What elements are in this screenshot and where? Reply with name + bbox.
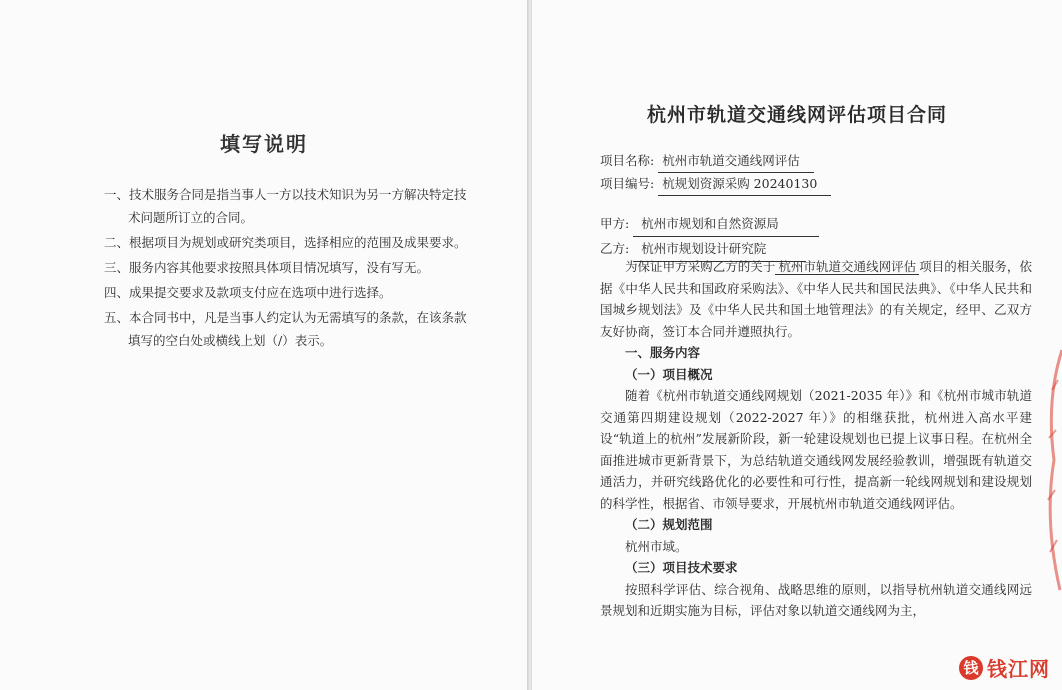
party-a-row <box>600 212 819 237</box>
party-a-value: 杭州市规划和自然资源局 <box>633 212 819 237</box>
instructions-list <box>104 183 476 354</box>
intro-paragraph <box>600 256 1032 342</box>
project-meta <box>600 150 831 196</box>
intro-post: 项目的相关服务，依据《中华人民共和国政府采购法》、《中华人民共和国民法典》、《中华人民共和国城乡规划法》及《中华人民共和国土地管理法》的有关规定，经甲、乙双方友好协商，签订本合同并遵照执行。 <box>600 259 1032 339</box>
instruction-item: 五、本合同书中，凡是当事人约定认为无需填写的条款，在该条款填写的空白处或横线上划（/）表示。 <box>104 310 467 348</box>
contract-parties <box>600 212 819 262</box>
overview-paragraph: 随着《杭州市轨道交通线网规划（2021-2035 年）》和《杭州市城市轨道交通第四期建设规划（2022-2027 年）》的相继获批，杭州进入高水平建设“轨道上的杭州”发展新阶段，新一轮建设规划也已提上议事日程。在杭州全面推进城市更新背景下，为总结轨道交通线网发展经验教训，增强既有轨道交通活力，并研究线路优化的必要性和可行性，提高新一轮线网规划和建设规划的科学性，根据省、市领导要求，开展杭州市轨道交通线网评估。 <box>600 388 1032 511</box>
party-b-label: 乙方: <box>600 241 630 256</box>
subsection-heading: （二）规划范围 <box>625 517 713 532</box>
scope-paragraph: 杭州市域。 <box>625 538 688 554</box>
project-name-value: 杭州市轨道交通线网评估 <box>658 150 814 173</box>
left-page <box>0 0 528 690</box>
project-number-row <box>600 173 831 196</box>
watermark <box>959 653 1050 682</box>
tech-paragraph: 按照科学评估、综合视角、战略思维的原则，以指导杭州轨道交通线网远景规划和近期实施为目标，评估对象以轨道交通线网为主， <box>600 581 1032 618</box>
project-name-label: 项目名称: <box>600 153 655 168</box>
watermark-logo-icon: 钱 <box>959 656 983 680</box>
contract-body <box>600 256 1032 622</box>
right-page <box>532 0 1062 690</box>
instruction-item: 四、成果提交要求及款项支付应在选项中进行选择。 <box>104 285 392 300</box>
instruction-item: 二、根据项目为规划或研究类项目，选择相应的范围及成果要求。 <box>104 235 467 250</box>
project-name-row <box>600 150 831 173</box>
seal-stamp-edge <box>1040 340 1062 600</box>
party-a-label: 甲方: <box>600 216 630 231</box>
intro-pre: 为保证甲方采购乙方的关于 <box>625 259 776 274</box>
subsection-heading: （三）项目技术要求 <box>625 560 738 575</box>
contract-title: 杭州市轨道交通线网评估项目合同 <box>646 104 947 126</box>
section-heading: 一、服务内容 <box>625 345 701 360</box>
project-number-label: 项目编号: <box>600 176 655 191</box>
instruction-item: 一、技术服务合同是指当事人一方以技术知识为另一方解决特定技术问题所订立的合同。 <box>104 187 467 225</box>
subsection-heading: （一）项目概况 <box>625 366 713 382</box>
instruction-item: 三、服务内容其他要求按照具体项目情况填写，没有写无。 <box>104 260 430 275</box>
intro-project: 杭州市轨道交通线网评估 <box>775 259 919 275</box>
project-number-value: 杭规划资源采购 20240130 <box>658 173 831 196</box>
watermark-text: 钱江网 <box>987 657 1050 681</box>
instructions-title: 填写说明 <box>220 132 308 156</box>
party-b-value: 杭州市规划设计研究院 <box>633 237 806 262</box>
